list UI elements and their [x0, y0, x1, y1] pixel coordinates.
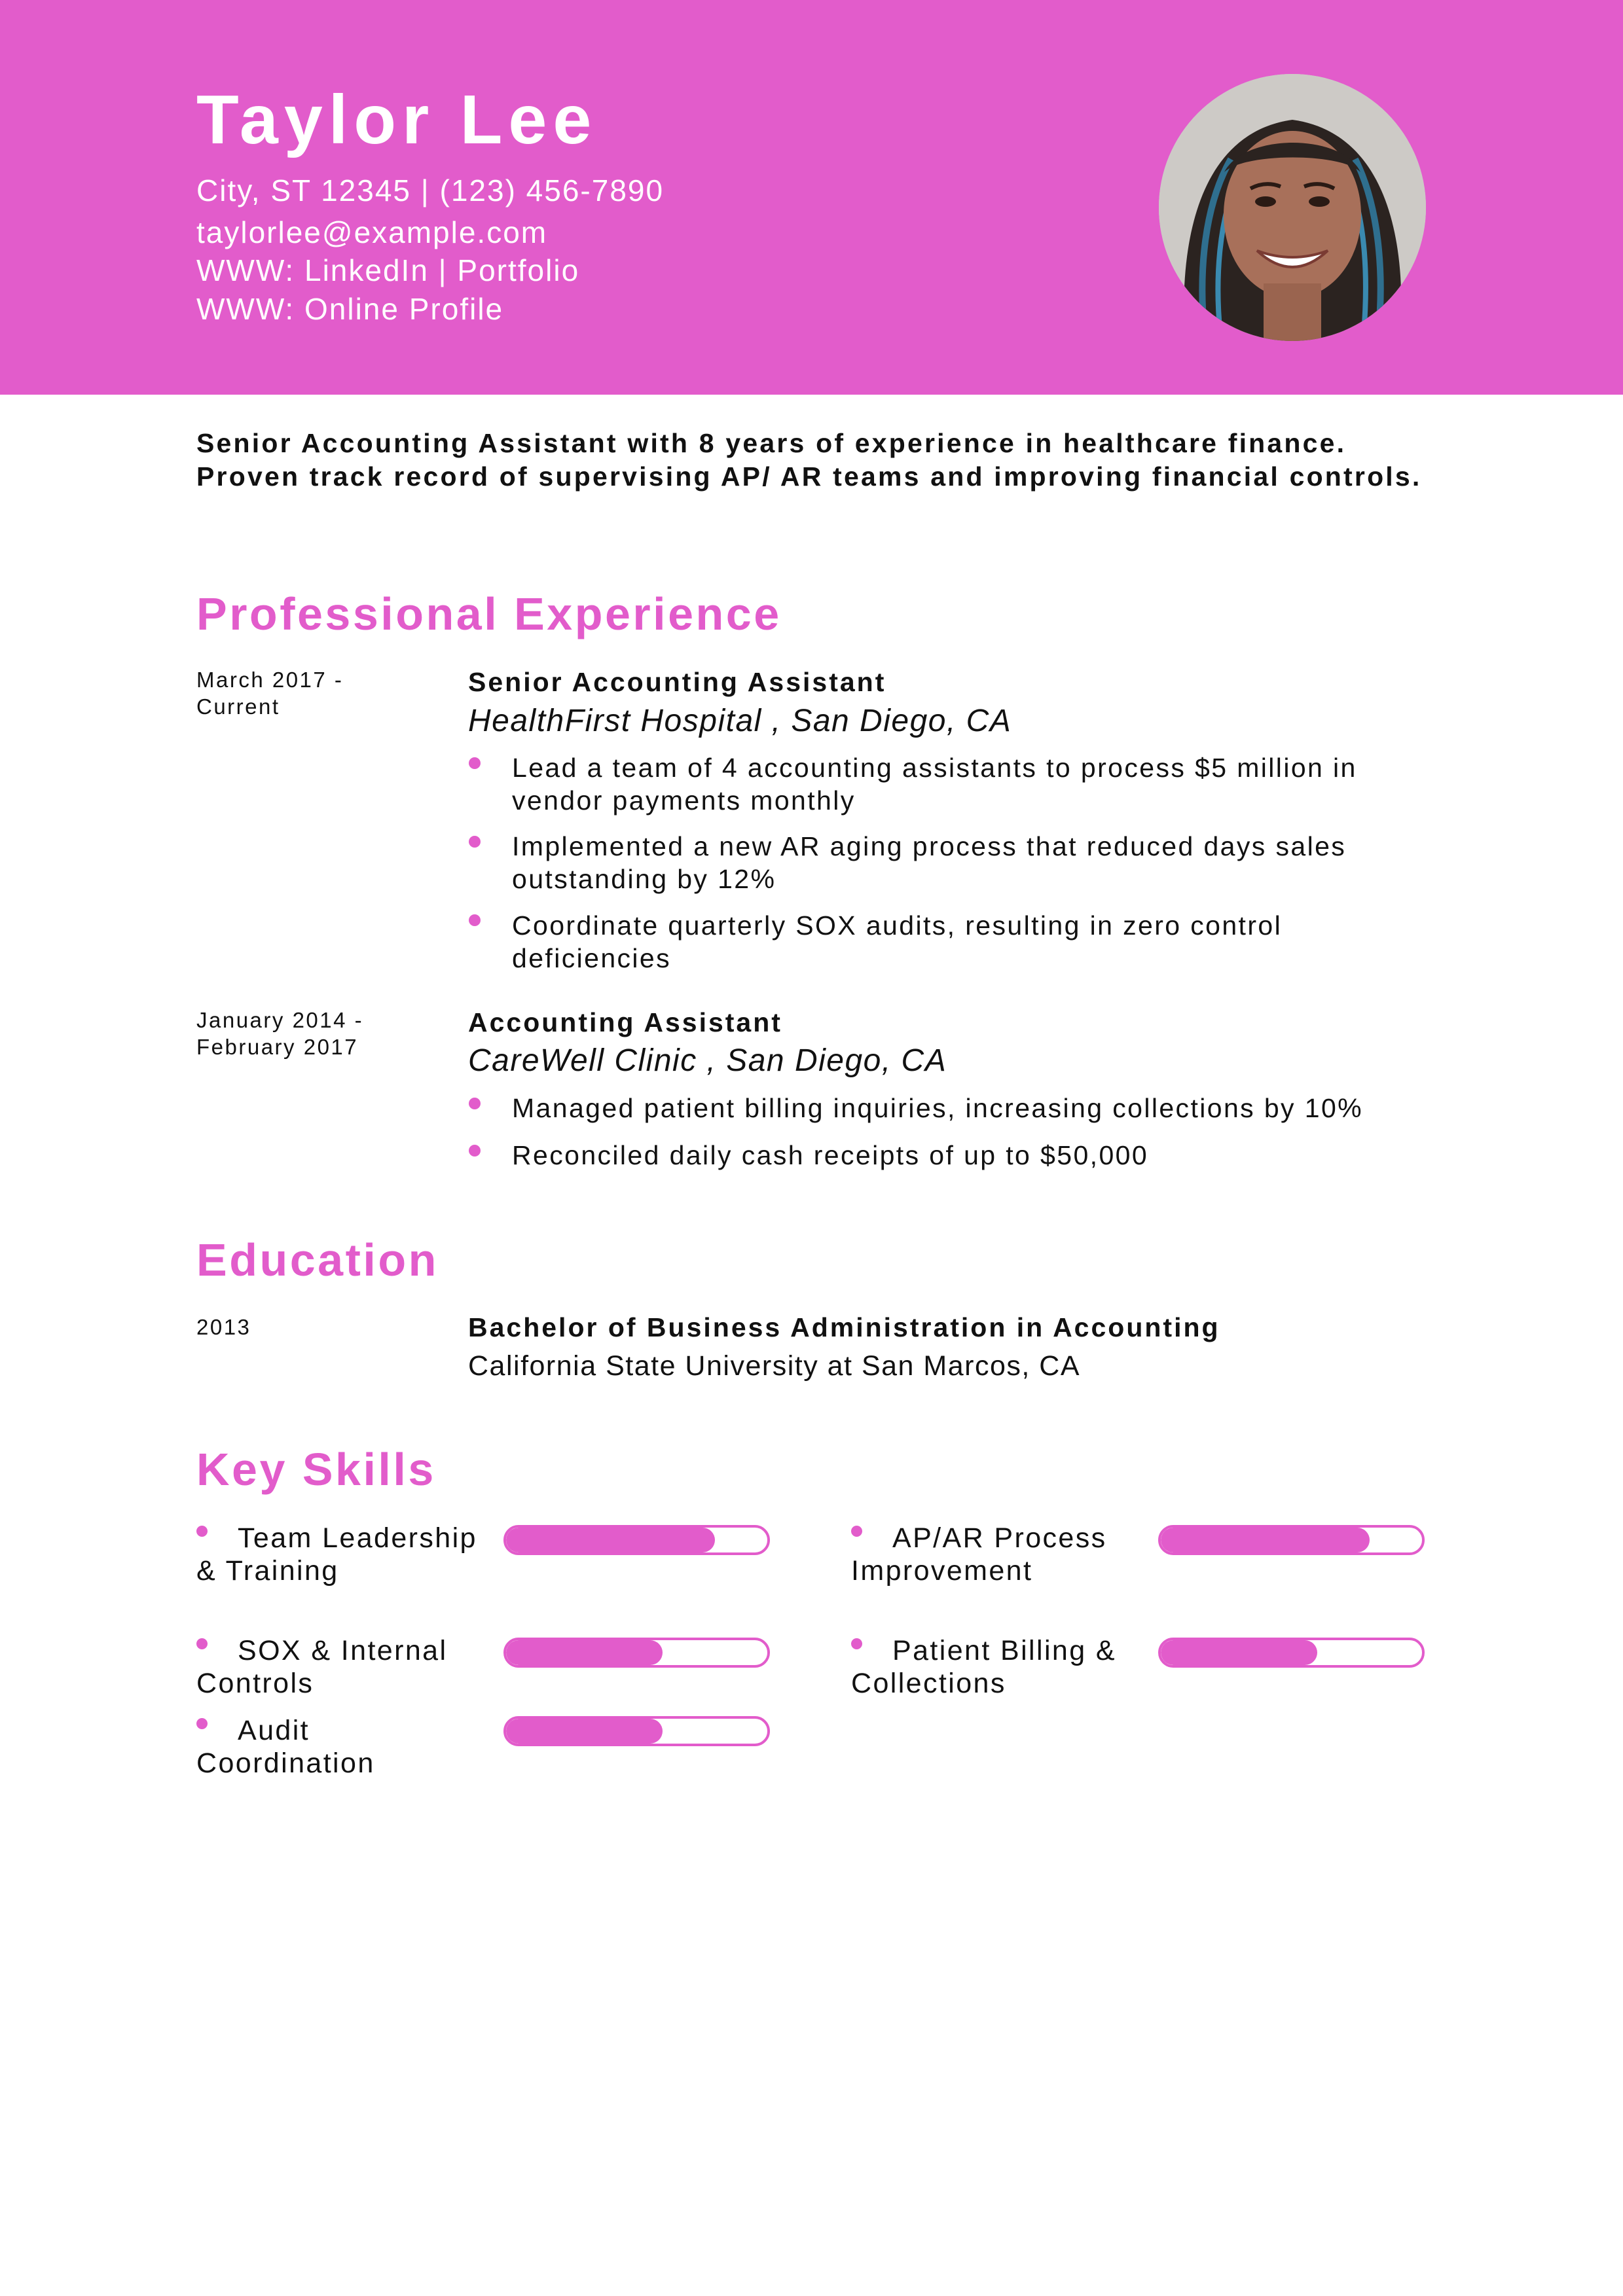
- bullet-icon: [469, 836, 481, 848]
- skill-item: [851, 1634, 1139, 1700]
- bullet-icon: [196, 1526, 208, 1537]
- bullet-icon: [469, 1098, 481, 1109]
- job-title: Senior Accounting Assistant: [468, 667, 886, 697]
- profile-photo: [1159, 74, 1426, 341]
- skill-level-fill: [1161, 1640, 1317, 1665]
- education-year: 2013: [196, 1315, 251, 1339]
- skill-label: Audit Coordination: [196, 1715, 375, 1779]
- job-date: March 2017 - Current: [196, 668, 344, 719]
- candidate-name: Taylor Lee: [196, 81, 598, 158]
- skill-level-fill: [506, 1640, 663, 1665]
- skill-item: [851, 1522, 1139, 1587]
- skill-label: Patient Billing & Collections: [851, 1635, 1116, 1699]
- job-company: CareWell Clinic , San Diego, CA: [468, 1043, 947, 1078]
- skill-label: Team Leadership & Training: [196, 1522, 477, 1587]
- skill-level-bar: [1158, 1638, 1425, 1668]
- location-phone: City, ST 12345 | (123) 456-7890: [196, 173, 665, 207]
- bullet-icon: [851, 1526, 862, 1537]
- email-link[interactable]: taylorlee@example.com: [196, 215, 548, 249]
- skills-heading: Key Skills: [196, 1444, 436, 1495]
- job-bullet: Managed patient billing inquiries, increasing collections by 10%: [512, 1093, 1363, 1123]
- job-bullet: Coordinate quarterly SOX audits, resulting in zero control deficiencies: [512, 910, 1283, 973]
- skill-item: [196, 1634, 484, 1700]
- professional-summary: Senior Accounting Assistant with 8 years of experience in healthcare finance. Proven track record of supervising AP/ AR teams and improving financial controls.: [196, 428, 1422, 492]
- skill-level-fill: [1161, 1528, 1370, 1552]
- skill-level-bar: [503, 1716, 770, 1746]
- web-links[interactable]: WWW: LinkedIn | Portfolio: [196, 253, 580, 287]
- skill-level-fill: [506, 1719, 663, 1744]
- skill-item: [196, 1714, 484, 1780]
- job-bullet: Reconciled daily cash receipts of up to $50,000: [512, 1140, 1149, 1170]
- skill-level-bar: [1158, 1525, 1425, 1555]
- education-heading: Education: [196, 1234, 439, 1285]
- online-profile-link[interactable]: WWW: Online Profile: [196, 292, 504, 326]
- education-degree: Bachelor of Business Administration in Accounting: [468, 1312, 1220, 1342]
- experience-heading: Professional Experience: [196, 588, 782, 639]
- bullet-icon: [196, 1718, 208, 1729]
- job-company: HealthFirst Hospital , San Diego, CA: [468, 704, 1012, 738]
- bullet-icon: [851, 1638, 862, 1649]
- job-date: January 2014 - February 2017: [196, 1008, 364, 1059]
- bullet-icon: [196, 1638, 208, 1649]
- skill-label: AP/AR Process Improvement: [851, 1522, 1107, 1587]
- job-title: Accounting Assistant: [468, 1007, 782, 1037]
- skill-level-fill: [506, 1528, 715, 1552]
- bullet-icon: [469, 1145, 481, 1157]
- bullet-icon: [469, 757, 481, 769]
- job-bullet: Lead a team of 4 accounting assistants to process $5 million in vendor payments monthly: [512, 753, 1357, 816]
- skill-level-bar: [503, 1638, 770, 1668]
- skill-item: [196, 1522, 484, 1587]
- skill-label: SOX & Internal Controls: [196, 1635, 448, 1699]
- skill-level-bar: [503, 1525, 770, 1555]
- job-bullet: Implemented a new AR aging process that reduced days sales outstanding by 12%: [512, 831, 1347, 894]
- education-school: California State University at San Marcos, CA: [468, 1350, 1080, 1382]
- header-banner: [0, 0, 1623, 395]
- bullet-icon: [469, 914, 481, 926]
